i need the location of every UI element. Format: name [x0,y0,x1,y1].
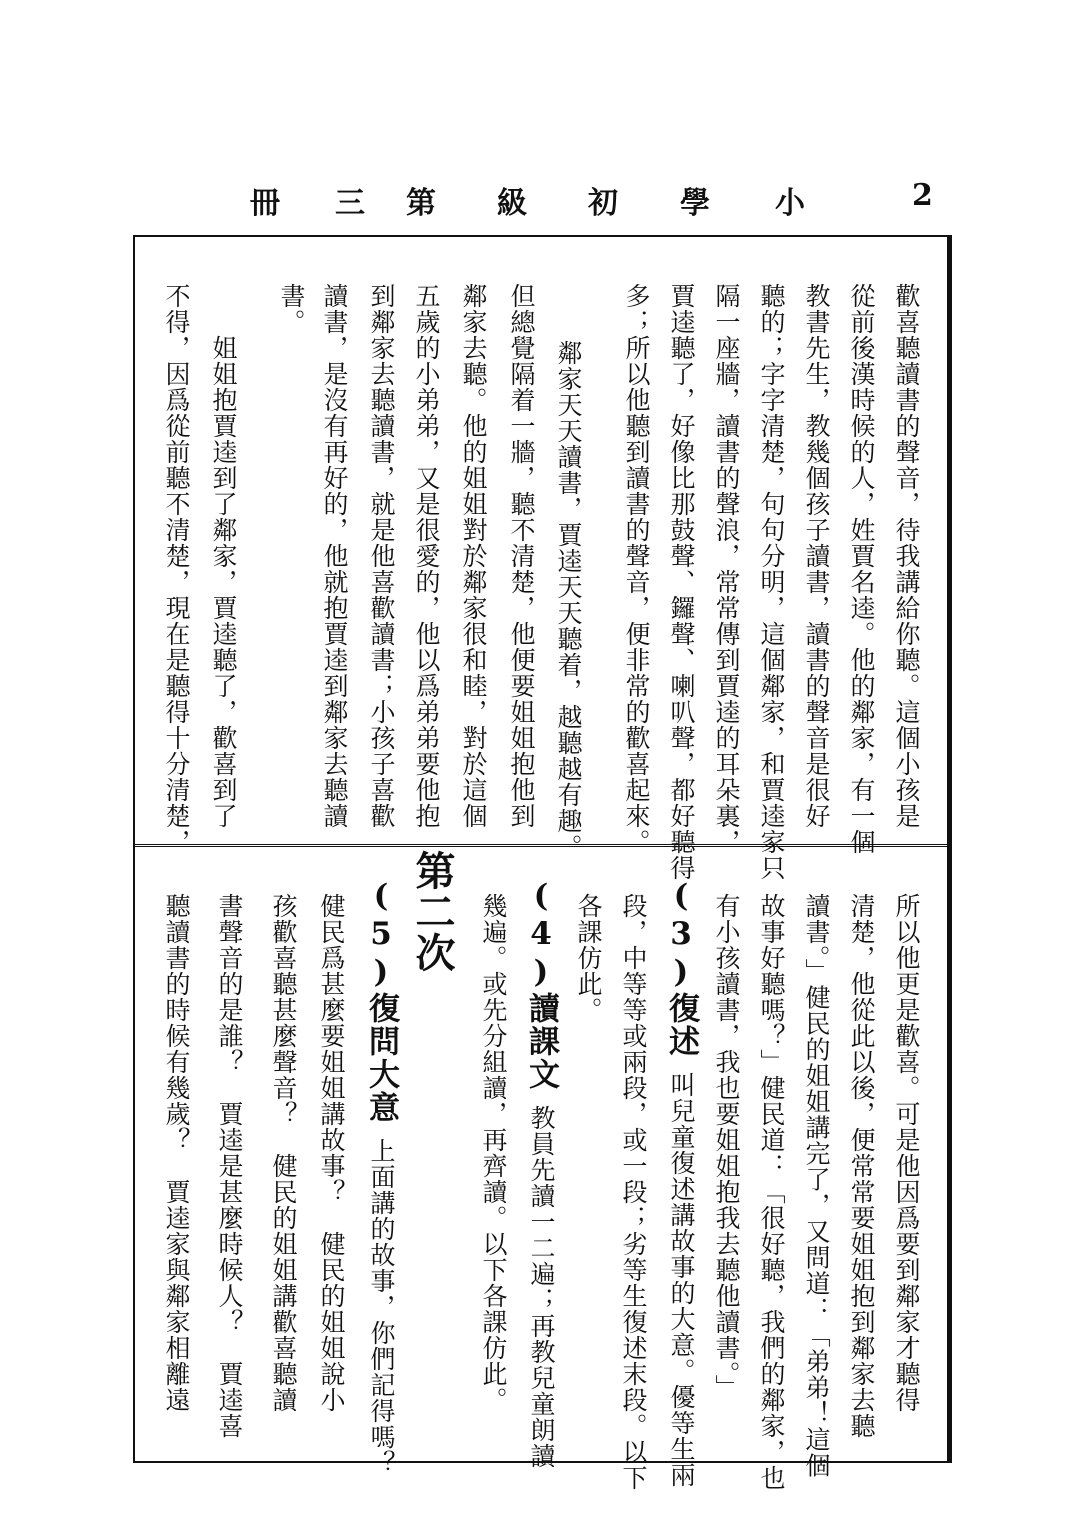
text-column [754,893,786,1491]
text-column [571,893,603,1023]
column-text: 幾遍。或先分組讀，再齊讀。以下各課仿此。 [479,893,508,1413]
column-text: 第二次 [409,850,456,973]
header-title-char: 級 [497,186,527,221]
header-title-char: 第 [406,186,436,221]
column-text: 上面講的故事，你們記得嗎？ [367,1138,396,1476]
text-column: 讀書，是沒有再好的，他就抱賈逵到鄰家去聽讀 [320,283,349,829]
column-text: 清楚，他從此以後，便常常要姐姐抱到鄰家去聽 [847,893,876,1439]
column-text: 健民爲甚麼要姐姐講故事？ 健民的姐姐說小 [317,893,346,1413]
section-divider [133,844,948,847]
text-column [889,893,921,1413]
text-column: 賈逵聽了，好像比那鼓聲、鑼聲、喇叭聲，都好聽得 [667,283,696,881]
text-column: 聽的；字字清楚，句句分明，這個鄰家，和賈逵家只 [757,283,786,881]
text-column [844,893,876,1439]
step-heading: (3)復述 [663,878,699,1058]
text-column [212,893,244,1439]
page-number: 2 [912,178,933,213]
text-column: 教書先生，教幾個孩子讀書，讀書的聲音是很好 [802,283,831,829]
text-column: 到鄰家去聽讀書，就是他喜歡讀書；小孩子喜歡 [367,283,396,829]
text-column: 歡喜聽讀書的聲音，待我講給你聽。這個小孩是 [892,283,921,829]
column-text: 段，中等等或兩段，或一段；劣等生復述末段。以下 [619,893,648,1491]
text-column [476,893,508,1413]
text-column [314,893,346,1413]
text-column [266,893,298,1413]
text-column: 但總覺隔着一牆，聽不清楚，他便要姐姐抱他到 [507,283,536,829]
text-column: 五歲的小弟弟，又是很愛的，他以爲弟弟要他抱 [412,283,441,829]
column-text: 故事好聽嗎？」健民道：「很好聽，我們的鄰家，也 [757,893,786,1491]
column-text: 教員先讀一二遍；再教兒童朗讀 [527,1105,556,1469]
text-column: 隔一座牆，讀書的聲浪，常常傳到賈逵的耳朵裏， [712,283,741,855]
text-column [363,878,399,1476]
text-column: 姐姐抱賈逵到了鄰家，賈逵聽了，歡喜到了 [209,335,238,829]
column-text: 有小孩讀書，我也要姐姐抱我去聽他讀書。」 [712,893,741,1401]
header-title-char: 小 [775,186,805,221]
text-column [159,893,191,1413]
header-title-char: 初 [588,186,618,221]
column-text: 叫兒童復述講故事的大意。優等生兩 [667,1072,696,1488]
text-column: 鄰家去聽。他的姐姐對於鄰家很和睦，對於這個 [459,283,488,829]
text-column [709,893,741,1401]
text-column [799,893,831,1479]
text-column: 不得，因爲從前聽不清楚，現在是聽得十分清楚， [162,283,191,855]
text-column [616,893,648,1491]
header-title-char: 三 [335,186,365,221]
text-column: 書。 [277,283,306,335]
header-title-char: 冊 [250,186,280,221]
header-title-char: 學 [680,186,710,221]
column-text: 聽讀書的時候有幾歲？ 賈逵家與鄰家相離遠 [162,893,191,1413]
step-heading: (5)復問大意 [363,878,399,1124]
text-column: 鄰家天天讀書，賈逵天天聽着，越聽越有趣。 [554,340,583,860]
text-column: 從前後漢時候的人，姓賈名逵。他的鄰家，有一個 [847,283,876,855]
column-text: 孩歡喜聽甚麼聲音？ 健民的姐姐講歡喜聽讀 [269,893,298,1413]
step-heading: (4)讀課文 [523,878,559,1091]
column-text: 讀書。」健民的姐姐講完了，又問道：「弟弟！這個 [802,893,831,1479]
column-text: 所以他更是歡喜。可是他因爲要到鄰家才聽得 [892,893,921,1413]
column-text: 各課仿此。 [574,893,603,1023]
text-column [523,878,559,1469]
text-column [663,878,699,1488]
text-column: 多；所以他聽到讀書的聲音，便非常的歡喜起來。 [622,283,651,855]
section-heading [410,850,454,973]
column-text: 書聲音的是誰？ 賈逵是甚麼時候人？ 賈逵喜 [215,893,244,1439]
